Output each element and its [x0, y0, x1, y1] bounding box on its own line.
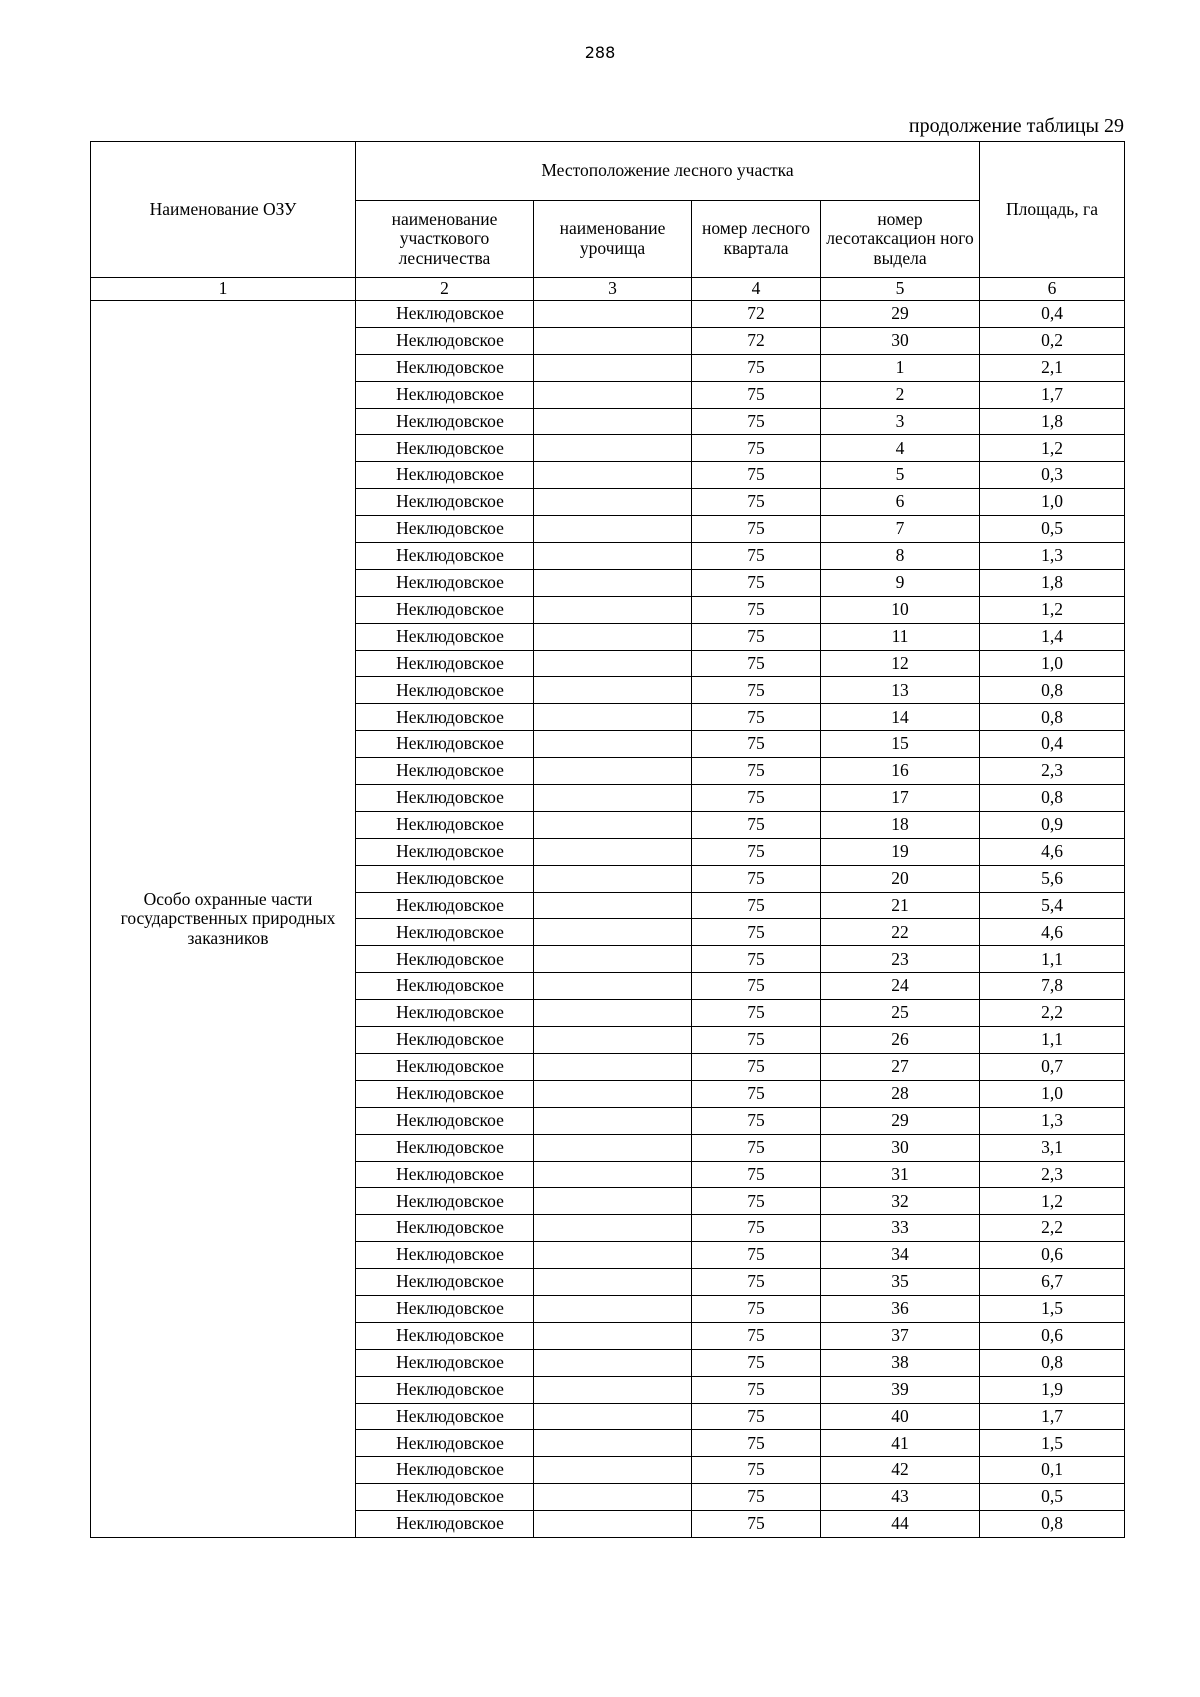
forestry-cell: Неклюдовское: [356, 1053, 534, 1080]
tract-cell: [534, 543, 692, 570]
quarter-cell: 75: [692, 489, 821, 516]
area-cell: 0,6: [980, 1242, 1125, 1269]
tract-cell: [534, 623, 692, 650]
tract-cell: [534, 435, 692, 462]
tract-cell: [534, 1107, 692, 1134]
area-cell: 0,3: [980, 462, 1125, 489]
forestry-cell: Неклюдовское: [356, 1134, 534, 1161]
area-cell: 2,2: [980, 1215, 1125, 1242]
forestry-cell: Неклюдовское: [356, 1269, 534, 1296]
forestry-cell: Неклюдовское: [356, 1027, 534, 1054]
plot-cell: 25: [821, 1000, 980, 1027]
quarter-cell: 72: [692, 301, 821, 328]
area-cell: 1,9: [980, 1376, 1125, 1403]
forestry-cell: Неклюдовское: [356, 758, 534, 785]
tract-cell: [534, 489, 692, 516]
plot-cell: 23: [821, 946, 980, 973]
table-body: [91, 301, 1125, 1538]
header-area-text: Площадь, га: [1006, 198, 1098, 219]
plot-cell: 13: [821, 677, 980, 704]
tract-cell: [534, 811, 692, 838]
quarter-cell: 75: [692, 1376, 821, 1403]
area-cell: 0,4: [980, 301, 1125, 328]
area-cell: 0,2: [980, 327, 1125, 354]
plot-cell: 4: [821, 435, 980, 462]
tract-cell: [534, 1053, 692, 1080]
tract-cell: [534, 408, 692, 435]
quarter-cell: 75: [692, 758, 821, 785]
forestry-cell: Неклюдовское: [356, 1161, 534, 1188]
header-forestry: наименование участкового лесничества: [356, 201, 534, 278]
plot-cell: 1: [821, 354, 980, 381]
quarter-cell: 75: [692, 543, 821, 570]
plot-cell: 36: [821, 1295, 980, 1322]
quarter-cell: 75: [692, 1188, 821, 1215]
quarter-cell: 75: [692, 381, 821, 408]
plot-cell: 24: [821, 973, 980, 1000]
area-cell: 2,3: [980, 1161, 1125, 1188]
tract-cell: [534, 1215, 692, 1242]
quarter-cell: 75: [692, 354, 821, 381]
area-cell: 1,0: [980, 489, 1125, 516]
tract-cell: [534, 1269, 692, 1296]
table-row: [91, 301, 1125, 328]
plot-cell: 8: [821, 543, 980, 570]
column-number: 4: [692, 278, 821, 301]
header-tract: наименование урочища: [534, 201, 692, 278]
area-cell: 0,9: [980, 811, 1125, 838]
forestry-cell: Неклюдовское: [356, 435, 534, 462]
forestry-cell: Неклюдовское: [356, 462, 534, 489]
column-number: 2: [356, 278, 534, 301]
page-number: 288: [584, 43, 616, 62]
header-quarter: номер лесного квартала: [692, 201, 821, 278]
tract-cell: [534, 758, 692, 785]
forestry-cell: Неклюдовское: [356, 596, 534, 623]
tract-cell: [534, 704, 692, 731]
table-continuation-caption: продолжение таблицы 29: [908, 115, 1124, 137]
tract-cell: [534, 569, 692, 596]
area-cell: 1,2: [980, 596, 1125, 623]
plot-cell: 16: [821, 758, 980, 785]
plot-cell: 35: [821, 1269, 980, 1296]
quarter-cell: 72: [692, 327, 821, 354]
area-cell: 5,4: [980, 892, 1125, 919]
area-cell: 1,4: [980, 623, 1125, 650]
forestry-cell: Неклюдовское: [356, 838, 534, 865]
plot-cell: 44: [821, 1511, 980, 1538]
plot-cell: 22: [821, 919, 980, 946]
forestry-cell: Неклюдовское: [356, 704, 534, 731]
forestry-cell: Неклюдовское: [356, 1403, 534, 1430]
plot-cell: 7: [821, 516, 980, 543]
column-number-row: [91, 278, 1125, 301]
quarter-cell: 75: [692, 1349, 821, 1376]
plot-cell: 39: [821, 1376, 980, 1403]
tract-cell: [534, 1430, 692, 1457]
forestry-cell: Неклюдовское: [356, 489, 534, 516]
tract-cell: [534, 596, 692, 623]
quarter-cell: 75: [692, 435, 821, 462]
tract-cell: [534, 516, 692, 543]
plot-cell: 15: [821, 731, 980, 758]
plot-cell: 27: [821, 1053, 980, 1080]
tract-cell: [534, 785, 692, 812]
quarter-cell: 75: [692, 946, 821, 973]
column-number: 1: [91, 278, 356, 301]
plot-cell: 14: [821, 704, 980, 731]
forestry-cell: Неклюдовское: [356, 327, 534, 354]
header-area: [980, 142, 1125, 278]
forestry-cell: Неклюдовское: [356, 1349, 534, 1376]
area-cell: 0,8: [980, 785, 1125, 812]
quarter-cell: 75: [692, 1484, 821, 1511]
area-cell: 0,1: [980, 1457, 1125, 1484]
tract-cell: [534, 1000, 692, 1027]
tract-cell: [534, 1027, 692, 1054]
header-location-group: Местоположение лесного участка: [356, 142, 980, 201]
tract-cell: [534, 327, 692, 354]
area-cell: 1,7: [980, 381, 1125, 408]
plot-cell: 30: [821, 1134, 980, 1161]
tract-cell: [534, 1295, 692, 1322]
quarter-cell: 75: [692, 1080, 821, 1107]
forestry-cell: Неклюдовское: [356, 946, 534, 973]
forestry-cell: Неклюдовское: [356, 1457, 534, 1484]
quarter-cell: 75: [692, 596, 821, 623]
plot-cell: 21: [821, 892, 980, 919]
forestry-cell: Неклюдовское: [356, 543, 534, 570]
tract-cell: [534, 865, 692, 892]
area-cell: 2,3: [980, 758, 1125, 785]
forestry-cell: Неклюдовское: [356, 1484, 534, 1511]
plot-cell: 19: [821, 838, 980, 865]
quarter-cell: 75: [692, 704, 821, 731]
forestry-cell: Неклюдовское: [356, 1080, 534, 1107]
forestry-cell: Неклюдовское: [356, 516, 534, 543]
forestry-cell: Неклюдовское: [356, 569, 534, 596]
quarter-cell: 75: [692, 973, 821, 1000]
quarter-cell: 75: [692, 1242, 821, 1269]
forestry-cell: Неклюдовское: [356, 1295, 534, 1322]
quarter-cell: 75: [692, 1511, 821, 1538]
plot-cell: 20: [821, 865, 980, 892]
forestry-cell: Неклюдовское: [356, 919, 534, 946]
area-cell: 1,5: [980, 1430, 1125, 1457]
area-cell: 7,8: [980, 973, 1125, 1000]
quarter-cell: 75: [692, 462, 821, 489]
area-cell: 4,6: [980, 838, 1125, 865]
tract-cell: [534, 1161, 692, 1188]
forestry-cell: Неклюдовское: [356, 1430, 534, 1457]
quarter-cell: 75: [692, 811, 821, 838]
quarter-cell: 75: [692, 838, 821, 865]
plot-cell: 11: [821, 623, 980, 650]
plot-cell: 6: [821, 489, 980, 516]
header-plot: номер лесотаксацион ного выдела: [821, 201, 980, 278]
tract-cell: [534, 354, 692, 381]
forestry-cell: Неклюдовское: [356, 1000, 534, 1027]
tract-cell: [534, 946, 692, 973]
forestry-cell: Неклюдовское: [356, 811, 534, 838]
column-number: 3: [534, 278, 692, 301]
tract-cell: [534, 1349, 692, 1376]
quarter-cell: 75: [692, 1027, 821, 1054]
quarter-cell: 75: [692, 569, 821, 596]
area-cell: 3,1: [980, 1134, 1125, 1161]
tract-cell: [534, 1080, 692, 1107]
area-cell: 1,0: [980, 650, 1125, 677]
tract-cell: [534, 1457, 692, 1484]
area-cell: 0,8: [980, 704, 1125, 731]
tract-cell: [534, 1188, 692, 1215]
forestry-cell: Неклюдовское: [356, 1511, 534, 1538]
quarter-cell: 75: [692, 785, 821, 812]
tract-cell: [534, 1511, 692, 1538]
forestry-cell: Неклюдовское: [356, 381, 534, 408]
plot-cell: 29: [821, 1107, 980, 1134]
area-cell: 1,8: [980, 569, 1125, 596]
area-cell: 1,8: [980, 408, 1125, 435]
quarter-cell: 75: [692, 1134, 821, 1161]
plot-cell: 30: [821, 327, 980, 354]
area-cell: 0,5: [980, 1484, 1125, 1511]
forestry-cell: Неклюдовское: [356, 865, 534, 892]
quarter-cell: 75: [692, 1430, 821, 1457]
tract-cell: [534, 381, 692, 408]
forestry-cell: Неклюдовское: [356, 677, 534, 704]
tract-cell: [534, 1242, 692, 1269]
forestry-cell: Неклюдовское: [356, 650, 534, 677]
quarter-cell: 75: [692, 650, 821, 677]
tract-cell: [534, 731, 692, 758]
plot-cell: 26: [821, 1027, 980, 1054]
plot-cell: 41: [821, 1430, 980, 1457]
plot-cell: 5: [821, 462, 980, 489]
area-cell: 2,2: [980, 1000, 1125, 1027]
forestry-cell: Неклюдовское: [356, 973, 534, 1000]
area-cell: 0,8: [980, 1349, 1125, 1376]
forestry-cell: Неклюдовское: [356, 785, 534, 812]
plot-cell: 10: [821, 596, 980, 623]
forestry-cell: Неклюдовское: [356, 1215, 534, 1242]
tract-cell: [534, 892, 692, 919]
plot-cell: 31: [821, 1161, 980, 1188]
area-cell: 1,2: [980, 1188, 1125, 1215]
quarter-cell: 75: [692, 1457, 821, 1484]
tract-cell: [534, 462, 692, 489]
area-cell: 1,3: [980, 1107, 1125, 1134]
forestry-cell: Неклюдовское: [356, 892, 534, 919]
plot-cell: 9: [821, 569, 980, 596]
column-number: 6: [980, 278, 1125, 301]
tract-cell: [534, 1403, 692, 1430]
area-cell: 1,5: [980, 1295, 1125, 1322]
quarter-cell: 75: [692, 1322, 821, 1349]
area-cell: 1,1: [980, 946, 1125, 973]
area-cell: 0,8: [980, 1511, 1125, 1538]
area-cell: 1,3: [980, 543, 1125, 570]
quarter-cell: 75: [692, 1107, 821, 1134]
area-cell: 6,7: [980, 1269, 1125, 1296]
quarter-cell: 75: [692, 1269, 821, 1296]
tract-cell: [534, 301, 692, 328]
tract-cell: [534, 1322, 692, 1349]
tract-cell: [534, 1376, 692, 1403]
tract-cell: [534, 650, 692, 677]
plot-cell: 32: [821, 1188, 980, 1215]
area-cell: 2,1: [980, 354, 1125, 381]
forestry-cell: Неклюдовское: [356, 354, 534, 381]
area-cell: 0,5: [980, 516, 1125, 543]
plot-cell: 2: [821, 381, 980, 408]
quarter-cell: 75: [692, 1000, 821, 1027]
quarter-cell: 75: [692, 1053, 821, 1080]
area-cell: 1,7: [980, 1403, 1125, 1430]
tract-cell: [534, 1484, 692, 1511]
plot-cell: 33: [821, 1215, 980, 1242]
tract-cell: [534, 838, 692, 865]
column-number: 5: [821, 278, 980, 301]
header-ozu-name: [91, 142, 356, 278]
quarter-cell: 75: [692, 1403, 821, 1430]
plot-cell: 17: [821, 785, 980, 812]
plot-cell: 12: [821, 650, 980, 677]
forestry-cell: Неклюдовское: [356, 623, 534, 650]
quarter-cell: 75: [692, 731, 821, 758]
tract-cell: [534, 1134, 692, 1161]
area-cell: 0,8: [980, 677, 1125, 704]
forestry-cell: Неклюдовское: [356, 1322, 534, 1349]
area-cell: 0,6: [980, 1322, 1125, 1349]
area-cell: 4,6: [980, 919, 1125, 946]
forestry-cell: Неклюдовское: [356, 1107, 534, 1134]
quarter-cell: 75: [692, 677, 821, 704]
quarter-cell: 75: [692, 408, 821, 435]
plot-cell: 18: [821, 811, 980, 838]
area-cell: 1,1: [980, 1027, 1125, 1054]
quarter-cell: 75: [692, 1295, 821, 1322]
forestry-cell: Неклюдовское: [356, 301, 534, 328]
plot-cell: 28: [821, 1080, 980, 1107]
plot-cell: 40: [821, 1403, 980, 1430]
quarter-cell: 75: [692, 919, 821, 946]
quarter-cell: 75: [692, 516, 821, 543]
plot-cell: 3: [821, 408, 980, 435]
plot-cell: 34: [821, 1242, 980, 1269]
area-cell: 1,0: [980, 1080, 1125, 1107]
forest-plots-table: [90, 141, 1125, 1538]
plot-cell: 38: [821, 1349, 980, 1376]
tract-cell: [534, 677, 692, 704]
forestry-cell: Неклюдовское: [356, 1242, 534, 1269]
area-cell: 0,7: [980, 1053, 1125, 1080]
header-ozu-name-text: Наименование ОЗУ: [149, 198, 297, 219]
area-cell: 0,4: [980, 731, 1125, 758]
forestry-cell: Неклюдовское: [356, 408, 534, 435]
quarter-cell: 75: [692, 892, 821, 919]
plot-cell: 42: [821, 1457, 980, 1484]
ozu-name-cell: Особо охранные части государственных природных заказников: [91, 301, 356, 1538]
area-cell: 5,6: [980, 865, 1125, 892]
forestry-cell: Неклюдовское: [356, 1376, 534, 1403]
plot-cell: 29: [821, 301, 980, 328]
tract-cell: [534, 919, 692, 946]
quarter-cell: 75: [692, 865, 821, 892]
tract-cell: [534, 973, 692, 1000]
plot-cell: 37: [821, 1322, 980, 1349]
forestry-cell: Неклюдовское: [356, 731, 534, 758]
forestry-cell: Неклюдовское: [356, 1188, 534, 1215]
quarter-cell: 75: [692, 623, 821, 650]
area-cell: 1,2: [980, 435, 1125, 462]
quarter-cell: 75: [692, 1215, 821, 1242]
quarter-cell: 75: [692, 1161, 821, 1188]
plot-cell: 43: [821, 1484, 980, 1511]
